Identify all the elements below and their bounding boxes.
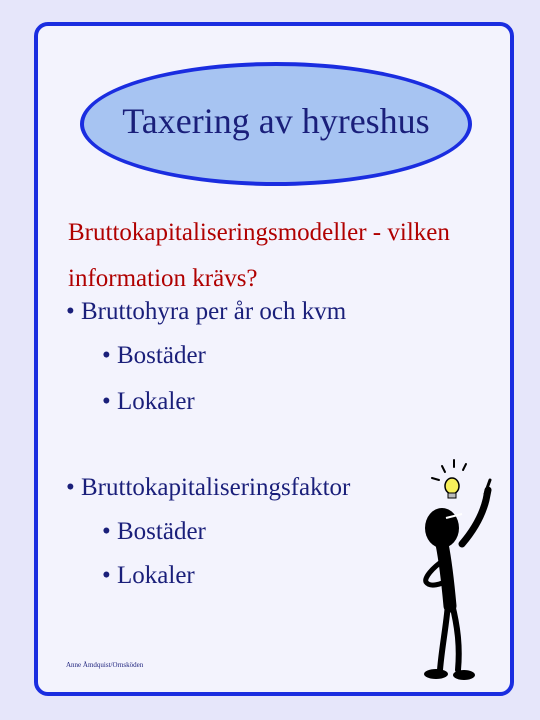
slide-subtitle: Bruttokapitaliseringsmodeller - vilken information krävs? bbox=[68, 219, 450, 292]
thinking-figure-lightbulb-icon bbox=[412, 456, 512, 688]
sub-bullet-housing-1: • Bostäder bbox=[102, 342, 206, 369]
slide-title: Taxering av hyreshus bbox=[122, 101, 430, 141]
title-ellipse bbox=[80, 62, 472, 186]
bullet-gross-rent: • Bruttohyra per år och kvm bbox=[66, 298, 347, 325]
footer-author: Anne Åmdquist/Ornsköden bbox=[66, 661, 144, 669]
bullet-cap-factor: • Bruttokapitaliseringsfaktor bbox=[66, 474, 351, 501]
sub-bullet-housing-2: • Bostäder bbox=[102, 518, 206, 545]
sub-bullet-premises-1: • Lokaler bbox=[102, 388, 195, 415]
sub-bullet-premises-2: • Lokaler bbox=[102, 562, 195, 589]
